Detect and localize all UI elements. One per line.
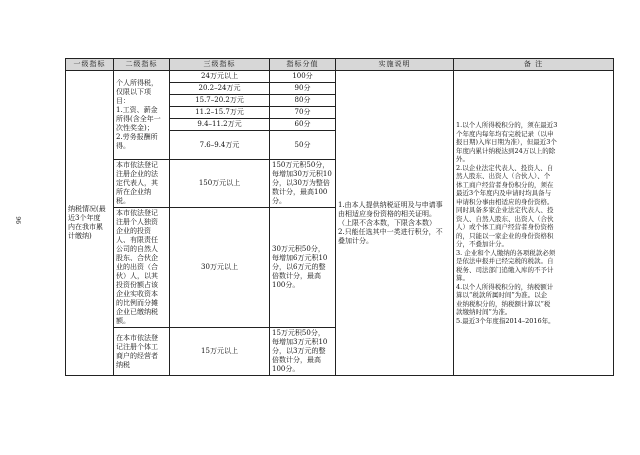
range-cell: 11.2–15.7万元 bbox=[170, 107, 270, 119]
implementation-cell: 1.由本人提供纳税证明及与申请事 由相适应身份资格的相关证明。 （上限不含本数，下限含本数） 2.只能任选其中一类进行积分，不 叠加计分。 bbox=[336, 71, 454, 376]
investor-label: 本市依法登记 注册个人独资 企业的投资 人、有限责任 公司的自然人 股东、合伙企 业的出资（合 伙）人，以其 投资份额占该 企业实收资本 的比例而分摊 企业已缴纳税 额。 bbox=[114, 208, 170, 328]
score-cell: 60分 bbox=[270, 119, 336, 131]
score-cell: 80分 bbox=[270, 95, 336, 107]
range-cell: 150万元以上 bbox=[170, 160, 270, 208]
range-cell: 20.2–24万元 bbox=[170, 83, 270, 95]
score-cell: 150万元积50分， 每增加30万元积10 分，以30万为整倍 数计分，最高100 分。 bbox=[270, 160, 336, 208]
score-cell: 100分 bbox=[270, 71, 336, 83]
score-cell: 50分 bbox=[270, 131, 336, 160]
score-cell: 70分 bbox=[270, 107, 336, 119]
range-cell: 15万元以上 bbox=[170, 328, 270, 376]
score-cell: 30万元积50分， 每增加6万元积10 分，以6万元的整 倍数计分，最高 100分。 bbox=[270, 208, 336, 328]
range-cell: 9.4–11.2万元 bbox=[170, 119, 270, 131]
header-level3: 三级指标 bbox=[170, 59, 270, 71]
individual-business-label: 在本市依法登 记注册个体工 商户的经营者 纳税 bbox=[114, 328, 170, 376]
range-cell: 7.6–9.4万元 bbox=[170, 131, 270, 160]
level1-cell: 纳税情况(最 近3个年度 内在我市累 计缴纳) bbox=[66, 71, 114, 376]
header-level2: 二级指标 bbox=[114, 59, 170, 71]
indicator-table bbox=[65, 58, 614, 376]
table-row bbox=[66, 71, 614, 83]
score-cell: 15万元积50分， 每增加3万元积10 分，以3万元的整 倍数计分，最高 100分。 bbox=[270, 328, 336, 376]
range-cell: 30万元以上 bbox=[170, 208, 270, 328]
page-number: 96 bbox=[16, 216, 23, 224]
range-cell: 15.7–20.2万元 bbox=[170, 95, 270, 107]
header-remarks: 备 注 bbox=[454, 59, 614, 71]
header-implementation: 实施说明 bbox=[336, 59, 454, 71]
personal-tax-label: 个人所得税， 仅限以下项 目： 1.工资、薪金 所得(含全年一 次性奖金)； 2.劳务报酬所 得。 bbox=[114, 71, 170, 160]
header-score: 指标分值 bbox=[270, 59, 336, 71]
legal-rep-label: 本市依法登记 注册企业的法 定代表人，其 所在企业纳 税。 bbox=[114, 160, 170, 208]
range-cell: 24万元以上 bbox=[170, 71, 270, 83]
header-level1: 一级指标 bbox=[66, 59, 114, 71]
header-row bbox=[66, 59, 614, 71]
score-cell: 90分 bbox=[270, 83, 336, 95]
remarks-cell: 1.以个人所得税积分的，须在最近3 个年度内每年均有完税记录（以申 报日期)入库日期为准），但最近3个 年度内累计纳税达到24万以上的除 外。 2.以企业法定代表人、投资人、自 然人股东、出资人（合伙人）、个 体工商户经营者身份积分的，须在 最近3个年度内及申请时均具备与 申请积分事由相适应的身份资格。 同时具备多家企业法定代表人、投 资人、自然人股东、出资人（合伙 人）或个体工商户经营者身份资格 的，只能以一家企业的身份资格积 分，不叠加计分。 3. 企业和个人缴纳的各项税款必须 是依法申报并已经完税的税款。自 税务、司法部门追缴入库的不予计 算。 4.以个人所得税积分的，纳税额计 算以“税款所属时间”为准。以企 业纳税积分的，纳税额计算以“税 款缴纳时间”为准。 5.最近3个年度指2014–2016年。 bbox=[454, 71, 614, 376]
